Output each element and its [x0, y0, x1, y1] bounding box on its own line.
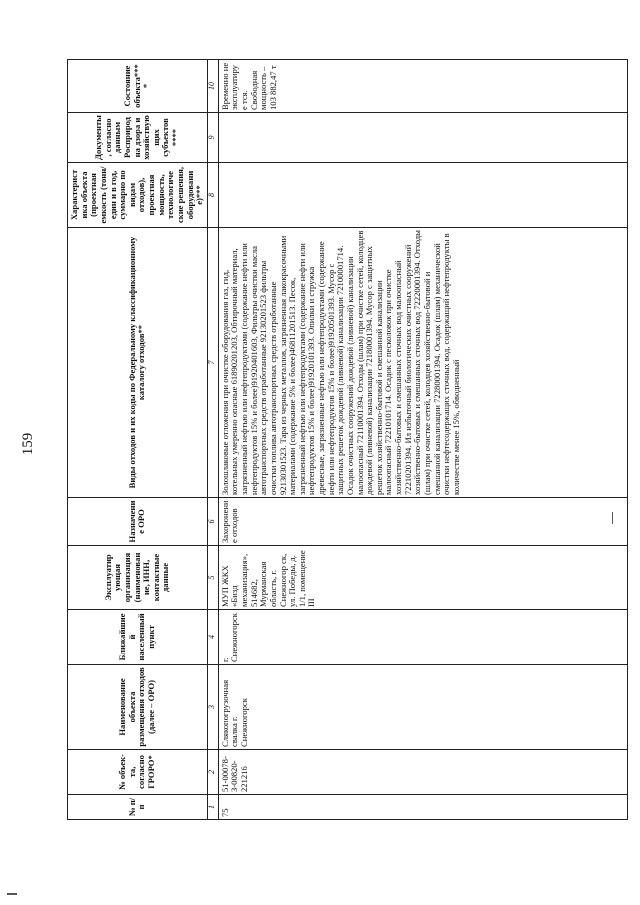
col-header-purpose: Назначение ОРО — [68, 498, 208, 546]
col-number: 8 — [207, 163, 218, 228]
scan-speck — [612, 512, 613, 524]
col-header-waste: Виды отходов и их коды по Федеральному классификационному каталогу отходов** — [68, 228, 208, 498]
header-row — [68, 60, 208, 820]
cell-name: Слякопогрузочная свалка г. Снежногорск — [218, 665, 627, 750]
cell-groro: 51-00078-З-00820-221216 — [218, 750, 627, 795]
col-number: 5 — [207, 546, 218, 610]
cell-settlement: г. Снежногорск — [218, 610, 627, 665]
rotated-table-container — [67, 60, 617, 820]
col-number: 6 — [207, 498, 218, 546]
cell-characteristics — [218, 163, 627, 228]
col-header-settlement: Ближайшие й населенный пункт — [68, 610, 208, 665]
col-number: 1 — [207, 795, 218, 820]
waste-objects-table — [67, 59, 628, 820]
cell-waste: Золошлаковые отложения при очистке оборудования газ, гид, котельных умеренно опасные 61890201203, Обтирочный материал, загрязненный нефтью или нефтепродуктами (содержание нефти или нефтепродуктов 15% и более)91920401603, Фильтры очистки масла автотранспортных средств отработанные 92130201523 фильтры очистки топлива автотранспортных средств отработанные 92130301523. Тара из черных металлов, загрязненная лакокрасочными материалами (содержание 5% и более)46811201513. Песок, загрязненный нефтью или нефтепродуктами (содержание нефти или нефтепродуктов 15% и более)91920101393. Опилки и стружка древесные, загрязненные нефтью или нефтепродуктами (содержание нефти или нефтепродуктов 15% и более)91920501393. Мусор с защитных решеток дождевой (ливневой) канализации 72100001714. Осадок очистных сооружений дождевой (ливневой) канализации малоопасный 72110001394. Отходы (шлам) при очистке сетей, колодцев дождевой (ливневой) канализации 72180001394. Мусор с защитных решеток хозяйственно-бытовой и смешанной канализации малоопасный 72210101714. Осадок с песколовок при очистке хозяйственно-бытовых и смешанных сточных вод малоопасный 72210201394. Ил избыточный биологических очистных сооружений хозяйственно-бытовых и смешанных сточных вод 72220001394. Отходы (шлам) при очистке сетей, колодцев хозяйственно-бытовой и смешанной канализации 72280001394. Осадок (шлам) механической очистки нефтесодержащих сточных вод, содержащий нефтепродукты в количестве менее 15%, обводненный — [218, 228, 627, 498]
cell-operator: МУП ЖКХ «Бизд механизация», 514682, Мурманская область, г. Снежногор ск, ул. Победы, д. 1/1, помещение III — [218, 546, 627, 610]
col-number: 3 — [207, 665, 218, 750]
col-number: 10 — [207, 60, 218, 113]
column-number-row — [207, 60, 218, 820]
col-header-status: Состояние объекта*** * — [68, 60, 208, 113]
table-row — [218, 60, 627, 820]
cell-purpose: Захоронение отходов — [218, 498, 627, 546]
scan-speck — [7, 893, 17, 895]
col-number: 9 — [207, 113, 218, 163]
col-number: 2 — [207, 750, 218, 795]
col-header-documents: Документы, согласно данным Росприродна дзора и хозяйствую щих субъектов **** — [68, 113, 208, 163]
col-header-num: № п/п — [68, 795, 208, 820]
cell-documents — [218, 113, 627, 163]
col-header-name: Наименование объекта размещения отходов (далее – ОРО) — [68, 665, 208, 750]
col-number: 7 — [207, 228, 218, 498]
col-header-groro: № объек-та, согласно ГРОРО* — [68, 750, 208, 795]
col-header-operator: Эксплуатир ующая организация (наименован ие, ИНН, контактные данные — [68, 546, 208, 610]
cell-status: Временно не эксплуатируе тся. Свободная мощность – 103 882,47 т — [218, 60, 627, 113]
col-header-characteristics: Характерист ика объекта (проектная емкость (тонн/един и в год, суммарно по видам отходов), проектная мощность, технологиче ские решения, оборудовани е)*** — [68, 163, 208, 228]
page-number: 159 — [20, 432, 36, 456]
col-number: 4 — [207, 610, 218, 665]
cell-num: 75 — [218, 795, 627, 820]
